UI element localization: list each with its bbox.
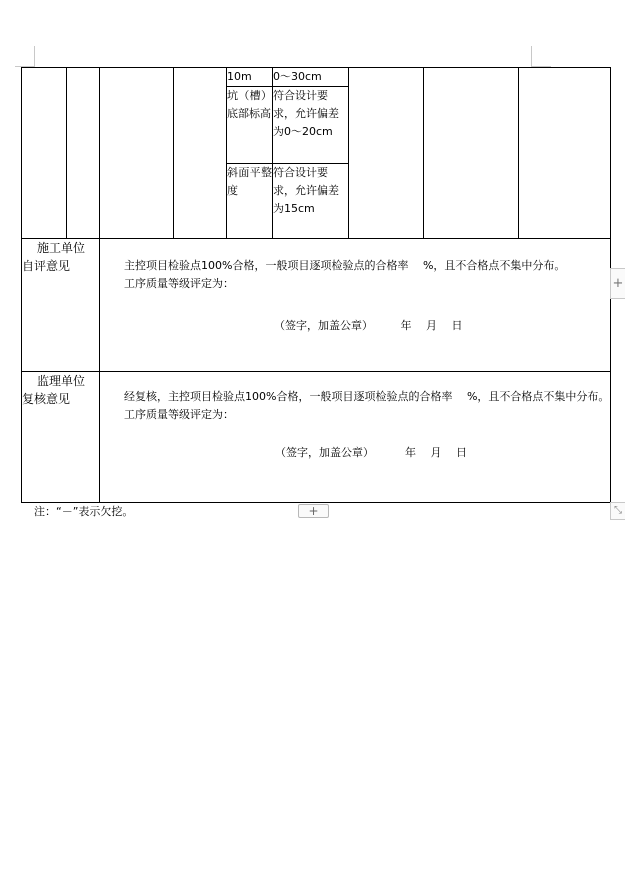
supervisor-label: 监理单位	[37, 374, 86, 388]
add-column-button[interactable]: +	[610, 268, 625, 299]
supervisor-grade-line: 工序质量等级评定为：	[124, 408, 234, 421]
check-item-name[interactable]: 10m	[227, 68, 273, 87]
table-cell-empty[interactable]	[424, 68, 519, 239]
check-item-requirement[interactable]: 符合设计要求，允许偏差为0～20cm	[273, 87, 349, 164]
supervisor-text: 经复核，主控项目检验点100%合格，一般项目逐项检验点的合格率 %，且不合格点不集中分布。	[124, 390, 610, 403]
margin-corner-mark-left	[34, 46, 35, 66]
self-eval-label-cell[interactable]	[22, 239, 100, 372]
add-row-button[interactable]: +	[298, 504, 329, 518]
table-row	[22, 239, 611, 372]
supervisor-signature-line: （签字，加盖公章） 年 月 日	[275, 446, 467, 459]
check-item-name[interactable]: 斜面平整度	[227, 164, 273, 239]
table-row	[22, 68, 611, 87]
self-eval-label: 施工单位	[37, 241, 86, 255]
self-eval-content[interactable]	[100, 239, 611, 372]
table-cell-empty[interactable]	[174, 68, 227, 239]
check-item-name[interactable]: 坑（槽）底部标高	[227, 87, 273, 164]
supervisor-content[interactable]	[100, 372, 611, 503]
self-eval-label: 自评意见	[22, 259, 71, 273]
inspection-table	[21, 67, 611, 503]
resize-corner-icon[interactable]: ⤡	[610, 502, 625, 520]
table-cell-empty[interactable]	[100, 68, 174, 239]
supervisor-label: 复核意见	[22, 392, 71, 406]
check-item-requirement[interactable]: 符合设计要求，允许偏差为15cm	[273, 164, 349, 239]
self-eval-signature-line: （签字，加盖公章） 年 月 日	[274, 319, 463, 332]
supervisor-label-cell[interactable]	[22, 372, 100, 503]
table-cell-empty[interactable]	[519, 68, 611, 239]
self-eval-grade-line: 工序质量等级评定为：	[124, 277, 234, 290]
margin-corner-mark-right	[531, 46, 532, 66]
table-cell-empty[interactable]	[22, 68, 67, 239]
table-footnote: 注：“－”表示欠挖。	[34, 505, 134, 518]
self-eval-text: 主控项目检验点100%合格，一般项目逐项检验点的合格率 %，且不合格点不集中分布。	[124, 259, 566, 272]
table-cell-empty[interactable]	[67, 68, 100, 239]
table-row	[22, 372, 611, 503]
table-cell-empty[interactable]	[349, 68, 424, 239]
check-item-requirement[interactable]: 0～30cm	[273, 68, 349, 87]
